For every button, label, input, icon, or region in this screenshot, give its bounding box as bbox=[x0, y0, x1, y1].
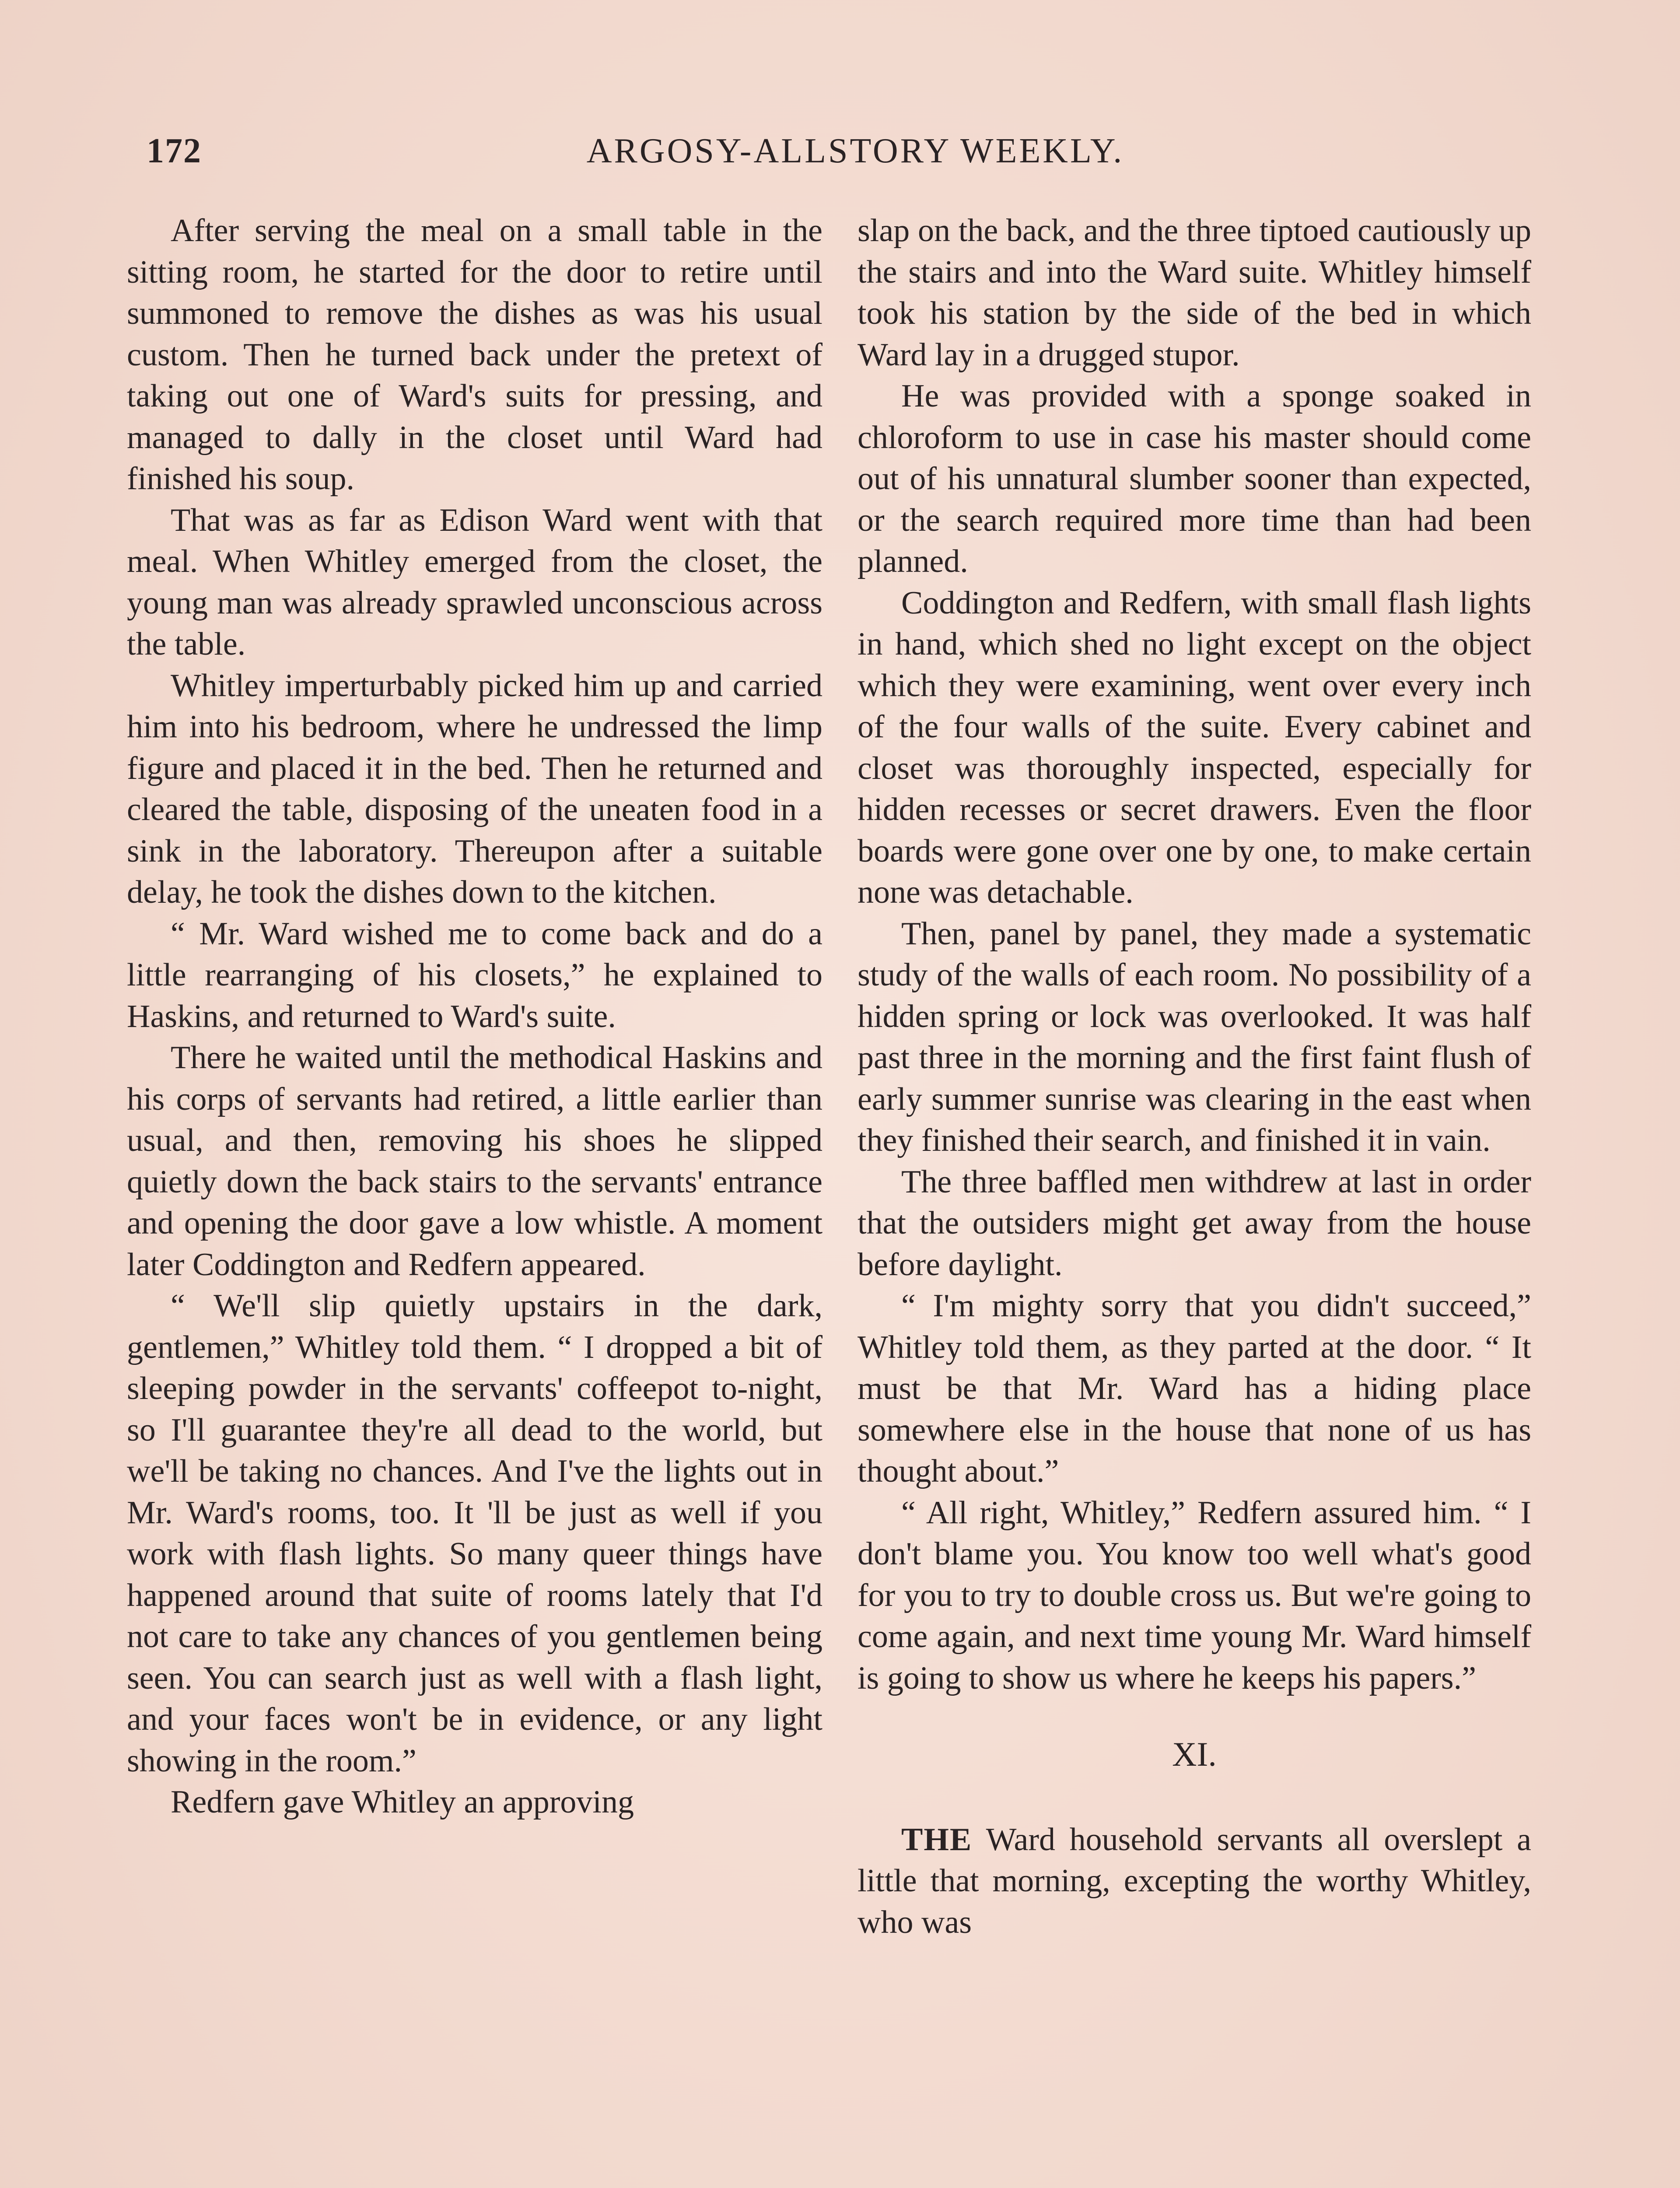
paragraph: “ All right, Whitley,” Redfern assured him. “ I don't blame you. You know too well what's good for you to try to double cross us. But we're going to come again, and next time young Mr. Ward himself is going to show us where he keeps his papers.” bbox=[858, 1494, 1531, 1696]
continued-paragraph: slap on the back, and the three tiptoed cautiously up the stairs and into the Ward suite. Whitley himself took his station by the side of the bed in which Ward lay in a drugged stupor. bbox=[858, 213, 1531, 373]
section-opening-paragraph bbox=[858, 1819, 1531, 1943]
paragraph: After serving the meal on a small table in the sitting room, he started for the door to retire until summoned to remove the dishes as was his usual custom. Then he turned back under the pretext of taking out one of Ward's suits for pressing, and managed to dally in the closet until Ward had finished his soup. bbox=[127, 213, 822, 497]
section-number: XI. bbox=[1172, 1735, 1217, 1773]
paragraph: There he waited until the methodical Haskins and his corps of servants had retired, a little earlier than usual, and then, removing his shoes he slipped quietly down the back stairs to the servants' entrance and opening the door gave a low whistle. A moment later Coddington and Redfern appeared. bbox=[127, 1040, 822, 1283]
left-column bbox=[127, 210, 822, 1823]
paragraph: Redfern gave Whitley an approving bbox=[171, 1784, 634, 1820]
section-opening-text: Ward household servants all overslept a little that morning, excepting the worthy Whitley, who was bbox=[858, 1821, 1531, 1940]
running-title: ARGOSY-ALLSTORY WEEKLY. bbox=[586, 132, 1124, 170]
paragraph: Whitley imperturbably picked him up and carried him into his bedroom, where he undressed the limp figure and placed it in the bed. Then he returned and cleared the table, disposing of the uneaten food in a sink in the laboratory. Thereupon after a suitable delay, he took the dishes down to the kitchen. bbox=[127, 667, 822, 910]
paragraph: That was as far as Edison Ward went with that meal. When Whitley emerged from the closet, the young man was already sprawled unconscious across the table. bbox=[127, 502, 822, 662]
paragraph: “ We'll slip quietly upstairs in the dark, gentlemen,” Whitley told them. “ I dropped a bit of sleeping powder in the servants' coffeepot to-night, so I'll guarantee they're all dead to the world, but we'll be taking no chances. And I've the lights out in Mr. Ward's rooms, too. It 'll be just as well if you work with flash lights. So many queer things have happened around that suite of rooms lately that I'd not care to take any chances of you gentlemen being seen. You can search just as well with a flash light, and your faces won't be in evidence, or any light showing in the room.” bbox=[127, 1288, 822, 1779]
section-opening-word: THE bbox=[901, 1821, 973, 1858]
paragraph: The three baffled men withdrew at last in order that the outsiders might get away from the house before daylight. bbox=[858, 1164, 1531, 1283]
page-number: 172 bbox=[147, 132, 202, 170]
paragraph: He was provided with a sponge soaked in chloroform to use in case his master should come out of his unnatural slumber sooner than expected, or the search required more time than had been planned. bbox=[858, 378, 1531, 579]
page-header bbox=[147, 131, 1564, 184]
right-column bbox=[858, 210, 1531, 1943]
paragraph: Coddington and Redfern, with small flash lights in hand, which shed no light except on the object which they were examining, went over every inch of the four walls of the suite. Every cabinet and closet was thoroughly inspected, especially for hidden recesses or secret drawers. Even the floor boards were gone over one by one, to make certain none was detachable. bbox=[858, 585, 1531, 910]
paragraph: “ Mr. Ward wished me to come back and do a little rearranging of his closets,” he explained to Haskins, and returned to Ward's suite. bbox=[127, 915, 822, 1034]
paragraph: Then, panel by panel, they made a systematic study of the walls of each room. No possibility of a hidden spring or lock was overlooked. It was half past three in the morning and the first faint flush of early summer sunrise was clearing in the east when they finished their search, and finished it in vain. bbox=[858, 915, 1531, 1158]
paragraph: “ I'm mighty sorry that you didn't succeed,” Whitley told them, as they parted at the door. “ It must be that Mr. Ward has a hiding place somewhere else in the house that none of us has thought about.” bbox=[858, 1288, 1531, 1489]
